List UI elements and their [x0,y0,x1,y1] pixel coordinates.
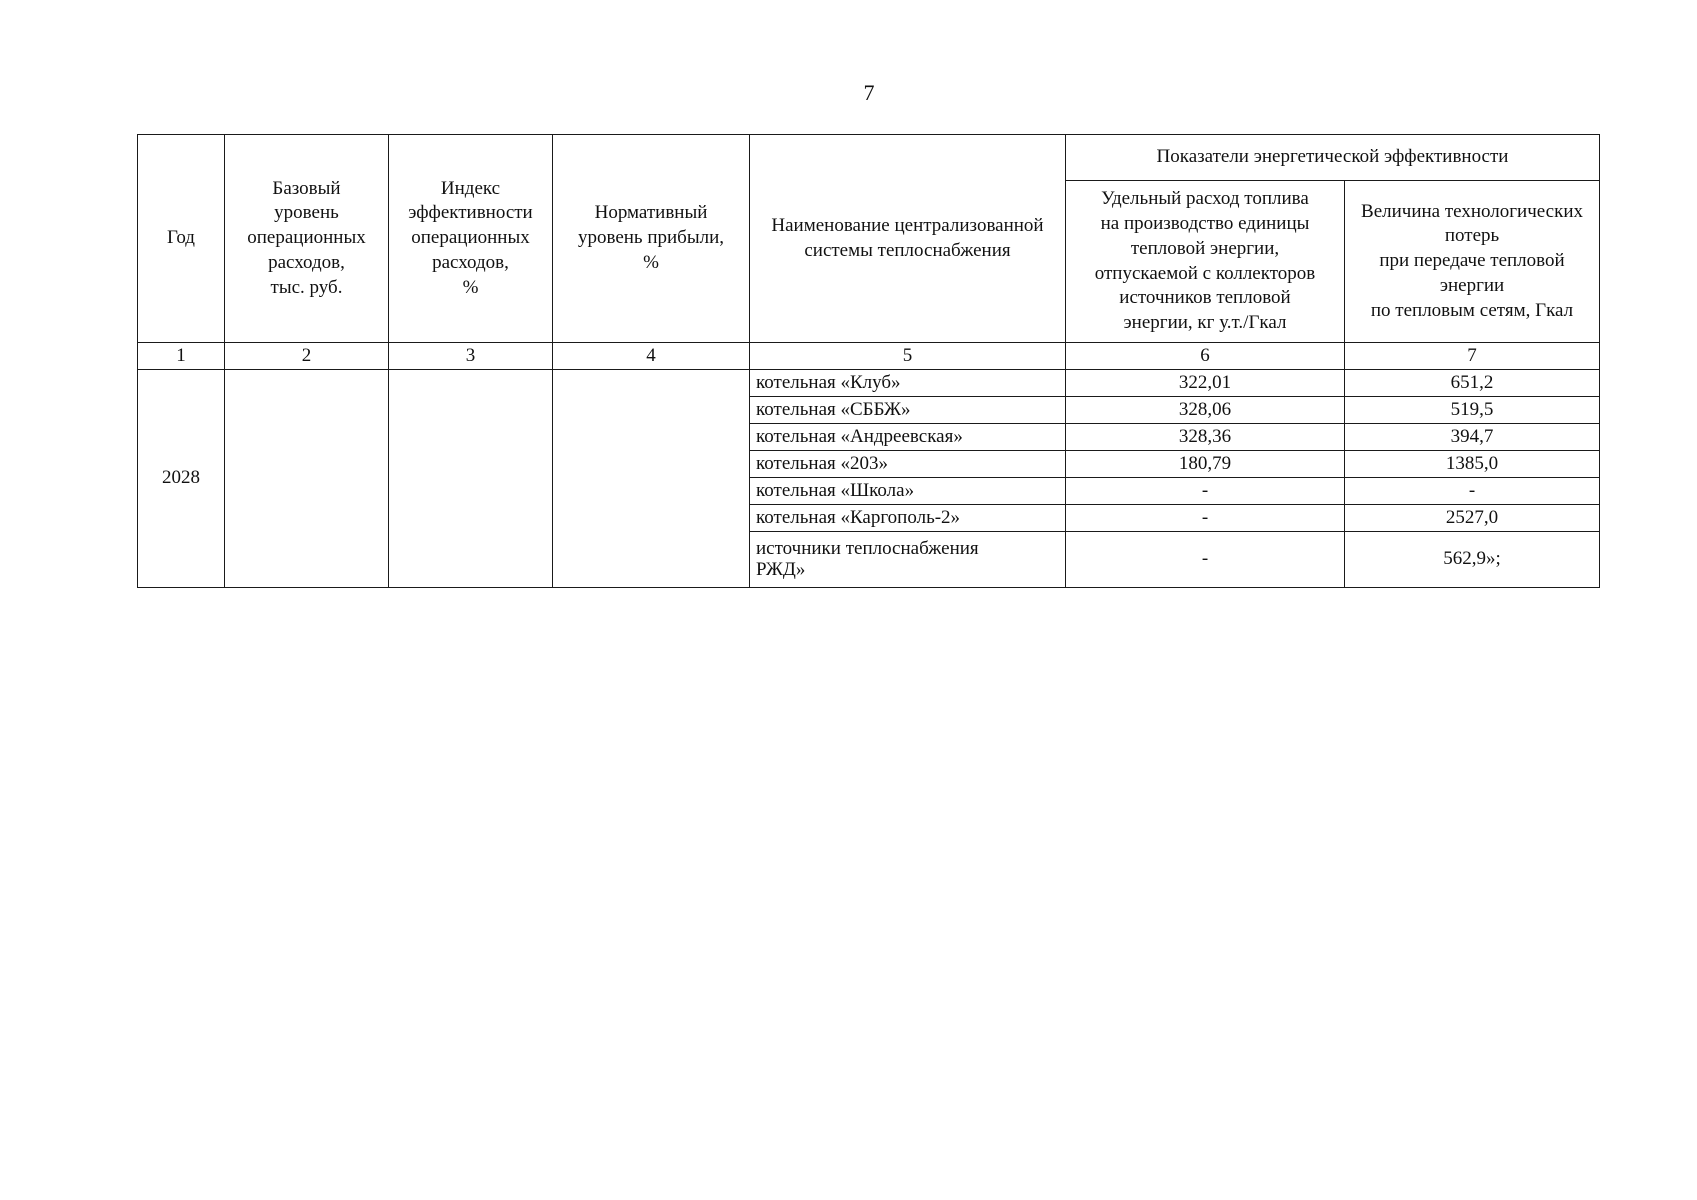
fuel-consumption-cell: - [1066,532,1345,588]
header-base-level: Базовый уровень операционных расходов, тыс. руб. [225,135,389,343]
system-name-cell: котельная «203» [750,451,1066,478]
energy-efficiency-table [137,134,1600,588]
header-year: Год [138,135,225,343]
fuel-consumption-cell: 322,01 [1066,370,1345,397]
year-cell: 2028 [138,370,225,588]
fuel-consumption-cell: 328,36 [1066,424,1345,451]
heat-losses-cell: 651,2 [1345,370,1600,397]
fuel-consumption-cell: - [1066,478,1345,505]
header-system-name: Наименование централизованной системы теплоснабжения [750,135,1066,343]
column-number: 2 [225,343,389,370]
column-number: 5 [750,343,1066,370]
system-name-cell: котельная «Андреевская» [750,424,1066,451]
heat-losses-cell: - [1345,478,1600,505]
column-number: 7 [1345,343,1600,370]
heat-losses-cell: 1385,0 [1345,451,1600,478]
column-number-row [138,343,1600,370]
header-fuel-consumption: Удельный расход топлива на производство единицы тепловой энергии, отпускаемой с коллекторов источников тепловой энергии, кг у.т./Гкал [1066,181,1345,343]
system-name-cell: котельная «Школа» [750,478,1066,505]
system-name-cell: котельная «СББЖ» [750,397,1066,424]
column-number: 6 [1066,343,1345,370]
header-efficiency-index: Индекс эффективности операционных расходов, % [389,135,553,343]
heat-losses-cell: 519,5 [1345,397,1600,424]
page-number: 7 [863,80,875,105]
column-number: 3 [389,343,553,370]
efficiency-index-cell [389,370,553,588]
header-energy-efficiency-group: Показатели энергетической эффективности [1066,135,1600,181]
column-number: 4 [553,343,750,370]
header-heat-losses: Величина технологических потерь при передаче тепловой энергии по тепловым сетям, Гкал [1345,181,1600,343]
heat-losses-cell: 394,7 [1345,424,1600,451]
system-name-cell: источники теплоснабжения РЖД» [750,532,1066,588]
fuel-consumption-cell: 180,79 [1066,451,1345,478]
fuel-consumption-cell: 328,06 [1066,397,1345,424]
fuel-consumption-cell: - [1066,505,1345,532]
table-row [138,370,1600,397]
heat-losses-cell: 562,9»; [1345,532,1600,588]
system-name-cell: котельная «Клуб» [750,370,1066,397]
column-number: 1 [138,343,225,370]
system-name-cell: котельная «Каргополь-2» [750,505,1066,532]
base-level-cell [225,370,389,588]
heat-losses-cell: 2527,0 [1345,505,1600,532]
profit-level-cell [553,370,750,588]
header-profit-level: Нормативный уровень прибыли, % [553,135,750,343]
